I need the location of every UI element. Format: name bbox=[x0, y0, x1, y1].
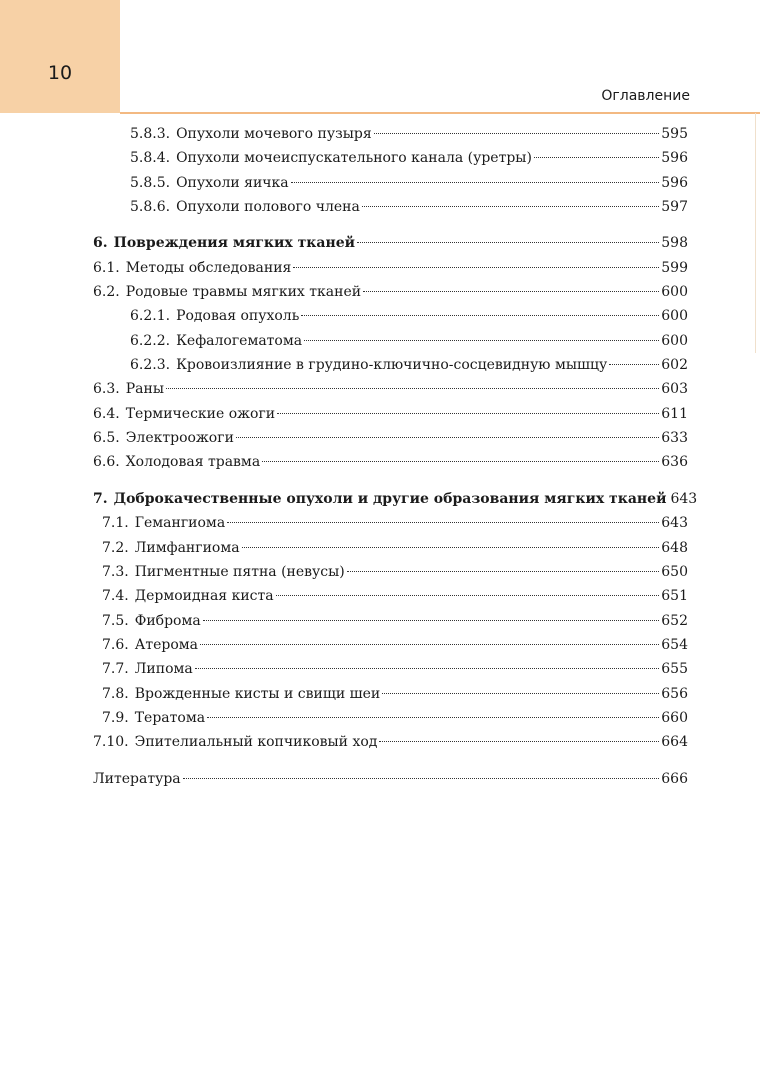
dot-leader bbox=[183, 778, 660, 779]
toc-entry-number: 5.8.4. bbox=[130, 150, 171, 167]
toc-entry-title: Доброкачественные опухоли и другие образования мягких тканей bbox=[113, 490, 667, 507]
toc-entry-page: 666 bbox=[661, 770, 688, 787]
toc-entry[interactable] bbox=[93, 657, 688, 681]
dot-leader bbox=[203, 620, 660, 621]
toc-entry[interactable] bbox=[93, 280, 688, 304]
toc-entry[interactable] bbox=[93, 353, 688, 377]
toc-entry-number: 7.1. bbox=[102, 515, 129, 532]
toc-entry[interactable] bbox=[93, 730, 688, 754]
toc-entry-number: 7.8. bbox=[102, 685, 129, 702]
toc-entry-title: Методы обследования bbox=[125, 259, 292, 276]
dot-leader bbox=[363, 291, 659, 292]
dot-leader bbox=[242, 547, 660, 548]
toc-entry-number: 7.9. bbox=[102, 709, 129, 726]
toc-entry-page: 650 bbox=[661, 563, 688, 580]
dot-leader bbox=[195, 668, 660, 669]
dot-leader bbox=[277, 413, 659, 414]
toc-entry-number: 7.2. bbox=[102, 539, 129, 556]
toc-entry-page: 598 bbox=[661, 235, 688, 252]
toc-entry-page: 597 bbox=[661, 199, 688, 216]
toc-entry-number: 6. bbox=[93, 235, 108, 252]
toc-entry-title: Опухоли мочеиспускательного канала (уретры) bbox=[176, 150, 532, 167]
dot-leader bbox=[262, 461, 659, 462]
toc-entry[interactable] bbox=[93, 511, 688, 535]
toc-entry[interactable] bbox=[93, 682, 688, 706]
toc-entry-number: 6.2.2. bbox=[130, 332, 171, 349]
toc-entry-title: Гемангиома bbox=[134, 515, 226, 532]
toc-entry[interactable] bbox=[93, 256, 688, 280]
page-number: 10 bbox=[47, 62, 73, 84]
toc-entry-title: Врожденные кисты и свищи шеи bbox=[134, 685, 381, 702]
toc-entry-number: 6.2.1. bbox=[130, 308, 171, 325]
toc-entry-title: Атерома bbox=[134, 636, 198, 653]
dot-leader bbox=[374, 133, 660, 134]
toc-entry-title: Кровоизлияние в грудино-ключично-сосцевидную мышцу bbox=[176, 357, 608, 374]
toc-entry[interactable] bbox=[93, 584, 688, 608]
toc-entry-number: 6.3. bbox=[93, 381, 120, 398]
section-gap bbox=[93, 219, 688, 231]
dot-leader bbox=[276, 595, 660, 596]
dot-leader bbox=[236, 437, 659, 438]
page-edge-line bbox=[755, 113, 756, 353]
toc-chapter-entry[interactable] bbox=[93, 487, 698, 511]
toc-entry[interactable] bbox=[93, 706, 688, 730]
toc-entry-page: 664 bbox=[661, 734, 688, 751]
toc-entry-title: Родовая опухоль bbox=[176, 308, 300, 325]
toc-entry-number: 6.1. bbox=[93, 259, 120, 276]
toc-entry-title: Раны bbox=[125, 381, 164, 398]
toc-entry-number: 7.4. bbox=[102, 588, 129, 605]
toc-entry[interactable] bbox=[93, 146, 688, 170]
toc-entry-title: Термические ожоги bbox=[125, 405, 276, 422]
dot-leader bbox=[379, 741, 659, 742]
toc-entry[interactable] bbox=[93, 329, 688, 353]
toc-entry-page: 643 bbox=[661, 515, 688, 532]
toc-entry-title: Тератома bbox=[134, 709, 206, 726]
toc-entry-title: Опухоли яичка bbox=[176, 174, 289, 191]
toc-entry-title: Родовые травмы мягких тканей bbox=[125, 284, 362, 301]
toc-entry-number: 6.4. bbox=[93, 405, 120, 422]
toc-entry-number: 5.8.5. bbox=[130, 174, 171, 191]
toc-entry[interactable] bbox=[93, 536, 688, 560]
dot-leader bbox=[293, 267, 659, 268]
dot-leader bbox=[227, 522, 659, 523]
toc-entry-page: 633 bbox=[661, 430, 688, 447]
dot-leader bbox=[534, 157, 659, 158]
toc-entry-number: 7.6. bbox=[102, 636, 129, 653]
toc-entry-number: 7.10. bbox=[93, 734, 129, 751]
toc-entry-page: 654 bbox=[661, 636, 688, 653]
toc-entry-number: 7.3. bbox=[102, 563, 129, 580]
dot-leader bbox=[382, 693, 659, 694]
toc-entry[interactable] bbox=[93, 402, 688, 426]
toc-entry-number: 5.8.6. bbox=[130, 199, 171, 216]
toc-entry-page: 655 bbox=[661, 661, 688, 678]
toc-entry-page: 596 bbox=[661, 174, 688, 191]
toc-entry-page: 643 bbox=[670, 490, 698, 507]
toc-entry-title: Кефалогематома bbox=[176, 332, 303, 349]
toc-entry-number: 5.8.3. bbox=[130, 126, 171, 142]
toc-entry-page: 636 bbox=[661, 454, 688, 471]
toc-entry-number: 7.7. bbox=[102, 661, 129, 678]
dot-leader bbox=[166, 388, 659, 389]
toc-chapter-entry[interactable] bbox=[93, 231, 688, 255]
toc-entry-title: Опухоли полового члена bbox=[176, 199, 360, 216]
toc-entry-page: 648 bbox=[661, 539, 688, 556]
toc-entry-number: 6.6. bbox=[93, 454, 120, 471]
toc-entry-page: 611 bbox=[661, 405, 688, 422]
toc-entry[interactable] bbox=[93, 171, 688, 195]
toc-entry[interactable] bbox=[93, 609, 688, 633]
page-number-tab bbox=[0, 0, 120, 113]
toc-entry-page: 656 bbox=[661, 685, 688, 702]
section-gap bbox=[93, 755, 688, 767]
toc-entry-page: 599 bbox=[661, 259, 688, 276]
running-title: Оглавление bbox=[601, 88, 690, 104]
dot-leader bbox=[304, 340, 659, 341]
toc-entry-page: 600 bbox=[661, 308, 688, 325]
toc-entry-title: Дермоидная киста bbox=[134, 588, 274, 605]
dot-leader bbox=[362, 206, 659, 207]
toc-entry-page: 595 bbox=[661, 126, 688, 142]
toc-entry-number: 6.2.3. bbox=[130, 357, 171, 374]
toc-entry-title: Холодовая травма bbox=[125, 454, 261, 471]
toc-entry-page: 596 bbox=[661, 150, 688, 167]
toc-entry-title: Литература bbox=[93, 770, 181, 787]
toc-entry-title: Липома bbox=[134, 661, 193, 678]
dot-leader bbox=[207, 717, 659, 718]
toc-entry[interactable] bbox=[93, 377, 688, 401]
dot-leader bbox=[347, 571, 660, 572]
toc-entry-title: Эпителиальный копчиковый ход bbox=[134, 734, 378, 751]
toc-entry[interactable] bbox=[93, 560, 688, 584]
toc-entry[interactable] bbox=[93, 195, 688, 219]
toc-entry-number: 6.5. bbox=[93, 430, 120, 447]
dot-leader bbox=[291, 182, 660, 183]
toc-entry-number: 7.5. bbox=[102, 612, 129, 629]
toc-entry-page: 602 bbox=[661, 357, 688, 374]
toc-entry-title: Электроожоги bbox=[125, 430, 234, 447]
section-gap bbox=[93, 475, 688, 487]
toc-entry-page: 603 bbox=[661, 381, 688, 398]
table-of-contents bbox=[93, 122, 698, 791]
toc-entry-page: 600 bbox=[661, 284, 688, 301]
dot-leader bbox=[357, 242, 659, 243]
toc-entry-page: 651 bbox=[661, 588, 688, 605]
toc-entry-page: 660 bbox=[661, 709, 688, 726]
toc-entry[interactable] bbox=[93, 122, 688, 146]
toc-entry-page: 600 bbox=[661, 332, 688, 349]
toc-entry-number: 6.2. bbox=[93, 284, 120, 301]
toc-entry-number: 7. bbox=[93, 490, 108, 507]
toc-entry-title: Пигментные пятна (невусы) bbox=[134, 563, 345, 580]
dot-leader bbox=[609, 364, 659, 365]
toc-entry[interactable] bbox=[93, 304, 688, 328]
toc-entry[interactable] bbox=[93, 633, 688, 657]
toc-entry[interactable] bbox=[93, 426, 688, 450]
toc-entry-title: Фиброма bbox=[134, 612, 201, 629]
toc-entry-page: 652 bbox=[661, 612, 688, 629]
dot-leader bbox=[200, 644, 659, 645]
toc-entry-title: Опухоли мочевого пузыря bbox=[176, 126, 372, 142]
dot-leader bbox=[301, 315, 659, 316]
toc-entry-title: Лимфангиома bbox=[134, 539, 240, 556]
toc-entry-title: Повреждения мягких тканей bbox=[113, 235, 356, 252]
toc-entry-bibliography[interactable] bbox=[93, 767, 688, 791]
toc-entry[interactable] bbox=[93, 450, 688, 474]
header-rule bbox=[120, 112, 760, 114]
